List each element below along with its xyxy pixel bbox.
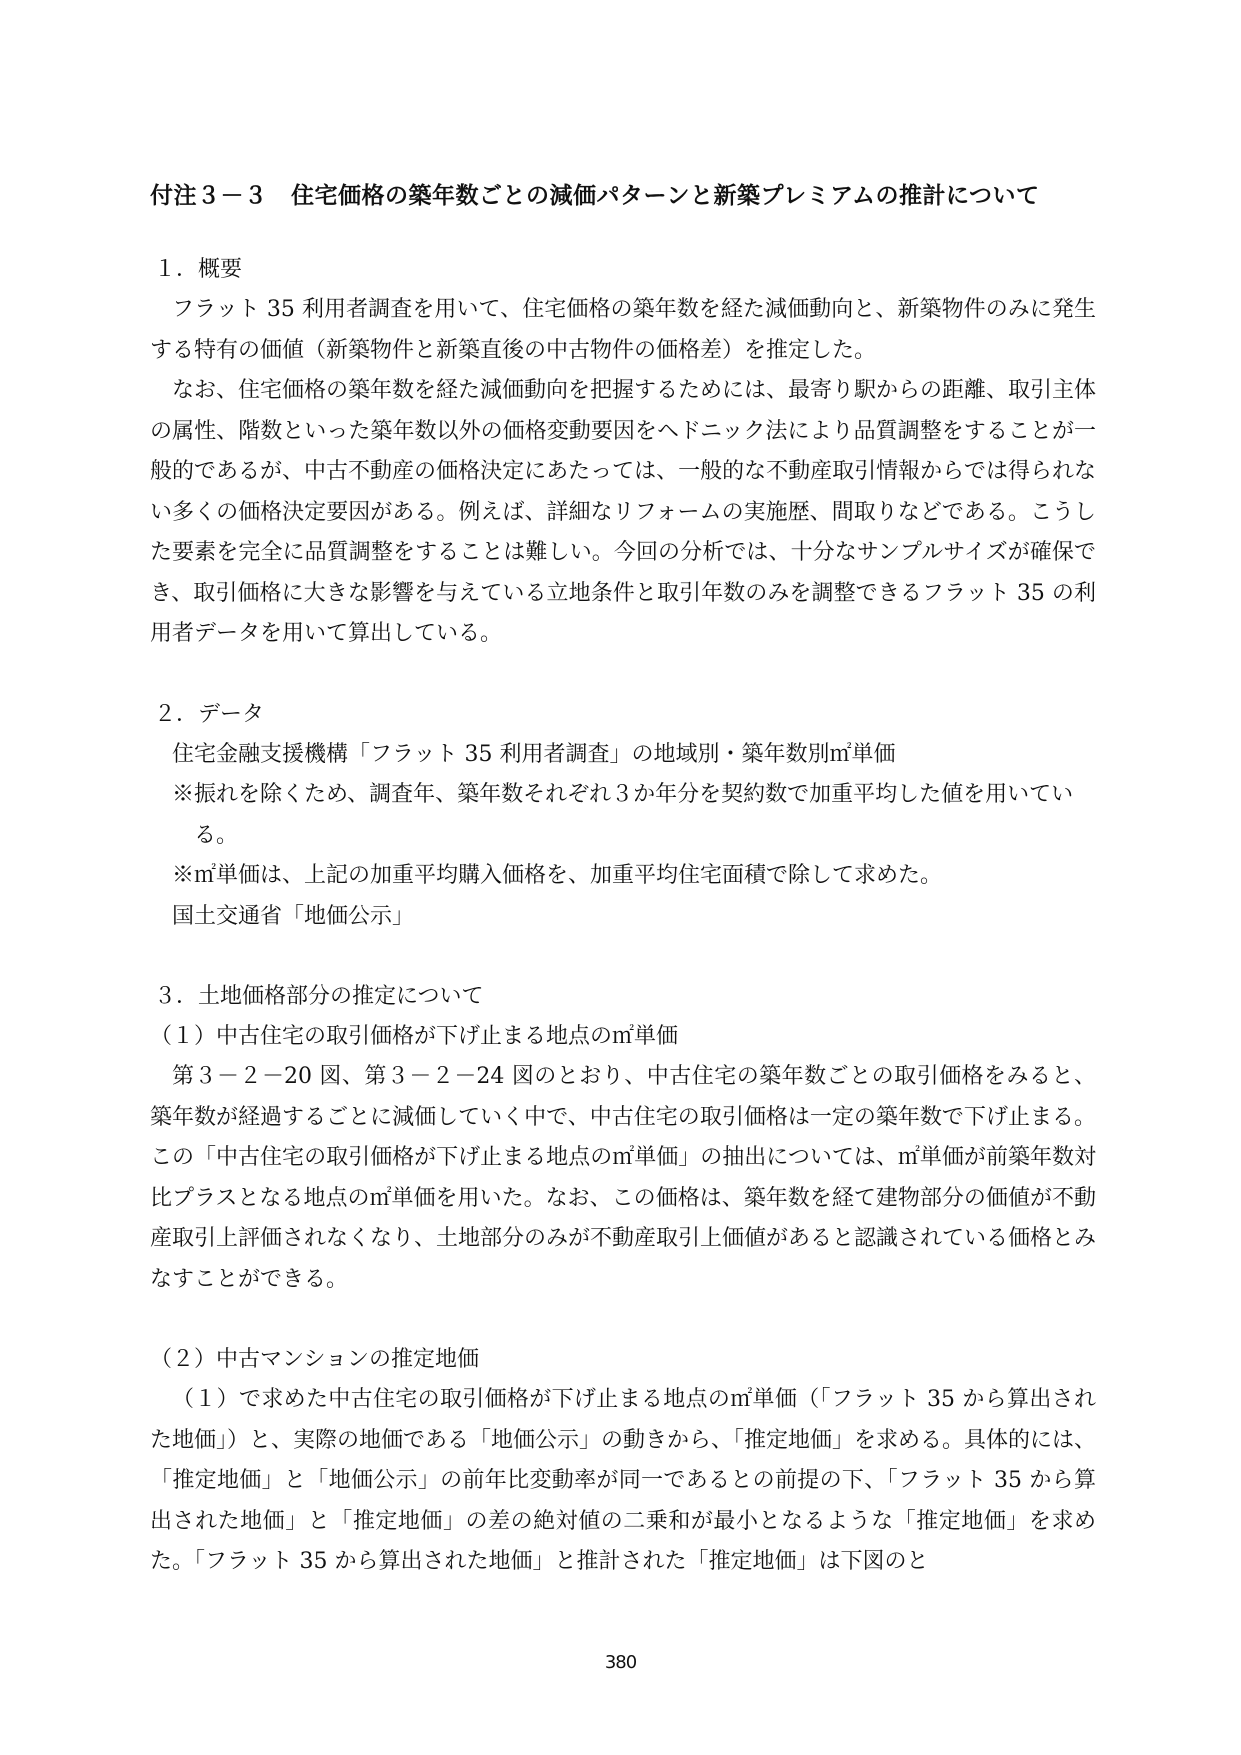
spacer xyxy=(150,655,1096,695)
overview-paragraph-1: フラット 35 利用者調査を用いて、住宅価格の築年数を経た減価動向と、新築物件のみに発生する特有の価値（新築物件と新築直後の中古物件の価格差）を推定した。 xyxy=(150,297,1096,363)
data-source-item: 住宅金融支援機構「フラット 35 利用者調査」の地域別・築年数別㎡単価 xyxy=(172,741,896,767)
section-heading-overview: １．概要 xyxy=(154,257,243,282)
subsection-heading-2: （２）中古マンションの推定地価 xyxy=(150,1347,480,1372)
section-overview xyxy=(150,250,1096,655)
data-note-1: ※振れを除くため、調査年、築年数それぞれ３か年分を契約数で加重平均した値を用いている。 xyxy=(172,782,1074,848)
section-data xyxy=(150,695,1096,938)
subsection-paragraph-1: 第３－２－20 図、第３－２－24 図のとおり、中古住宅の築年数ごとの取引価格をみると、築年数が経過するごとに減価していく中で、中古住宅の取引価格は一定の築年数で下げ止まる。この「中古住宅の取引価格が下げ止まる地点の㎡単価」の抽出については、㎡単価が前築年数対比プラスとなる地点の㎡単価を用いた。なお、この価格は、築年数を経て建物部分の価値が不動産取引上評価されなくなり、土地部分のみが不動産取引上価値があると認識されている価格とみなすことができる。 xyxy=(150,1064,1097,1292)
subsection-heading-1: （１）中古住宅の取引価格が下げ止まる地点の㎡単価 xyxy=(150,1024,679,1049)
section-land-price xyxy=(150,977,1096,1583)
page-title: 付注３－３ 住宅価格の築年数ごとの減価パターンと新築プレミアムの推計について xyxy=(150,183,1040,209)
document-page xyxy=(150,176,1096,1583)
spacer xyxy=(150,1300,1096,1340)
section-heading-land-price: ３．土地価格部分の推定について xyxy=(154,984,484,1009)
subsection-paragraph-2: （１）で求めた中古住宅の取引価格が下げ止まる地点の㎡単価（「フラット 35 から算出された地価」）と、実際の地価である「地価公示」の動きから、「推定地価」を求める。具体的には、「推定地価」と「地価公示」の前年比変動率が同一であるとの前提の下、「フラット 35 から算出された地価」と「推定地価」の差の絶対値の二乗和が最小となるような「推定地価」を求めた。「フラット 35 から算出された地価」と推計された「推定地価」は下図のと xyxy=(150,1387,1097,1574)
overview-paragraph-2: なお、住宅価格の築年数を経た減価動向を把握するためには、最寄り駅からの距離、取引主体の属性、階数といった築年数以外の価格変動要因をヘドニック法により品質調整をすることが一般的であるが、中古不動産の価格決定にあたっては、一般的な不動産取引情報からでは得られない多くの価格決定要因がある。例えば、詳細なリフォームの実施歴、間取りなどである。こうした要素を完全に品質調整をすることは難しい。今回の分析では、十分なサンプルサイズが確保でき、取引価格に大きな影響を与えている立地条件と取引年数のみを調整できるフラット 35 の利用者データを用いて算出している。 xyxy=(150,378,1097,646)
data-source-item-2: 国土交通省「地価公示」 xyxy=(172,903,415,929)
spacer xyxy=(150,937,1096,977)
section-heading-data: ２．データ xyxy=(154,701,265,727)
data-note-2: ※㎡単価は、上記の加重平均購入価格を、加重平均住宅面積で除して求めた。 xyxy=(172,863,943,888)
page-number: 380 xyxy=(604,1652,637,1673)
